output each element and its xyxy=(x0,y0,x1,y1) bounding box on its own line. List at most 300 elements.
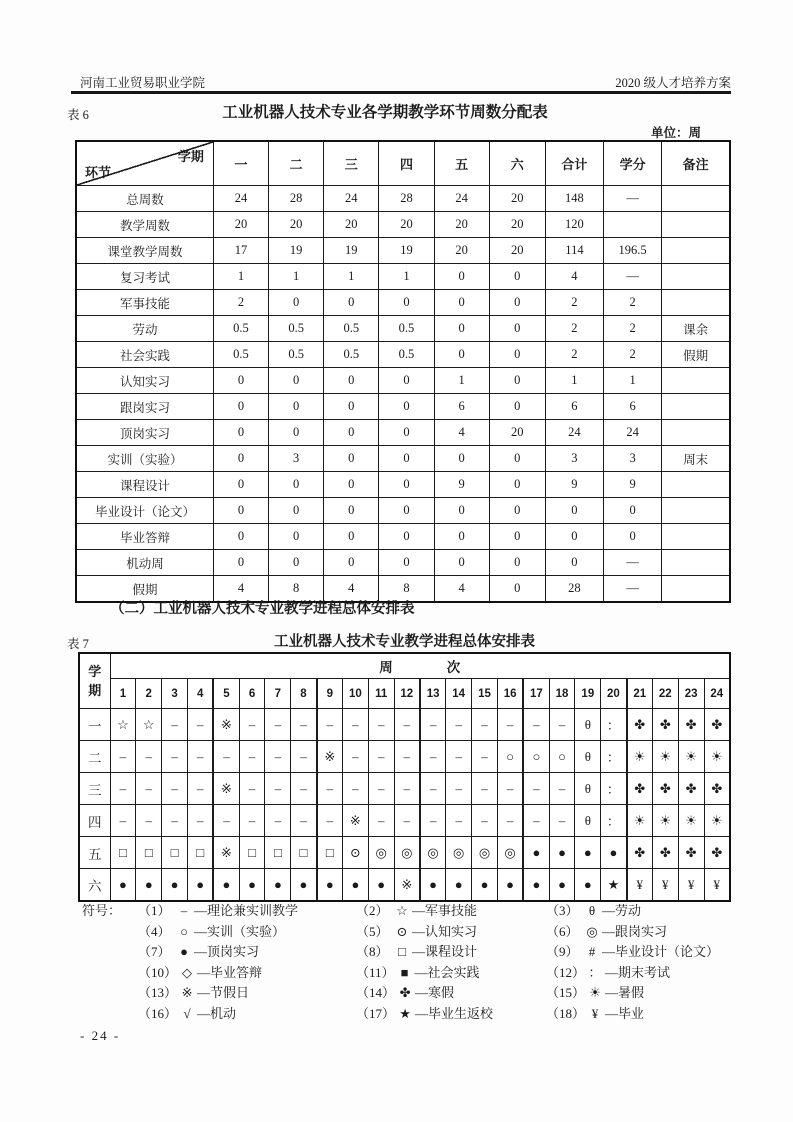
table7-symbol-cell: – xyxy=(420,741,446,773)
table7-symbol-cell: – xyxy=(497,805,523,837)
legend-item-symbol: ★ xyxy=(399,1005,411,1021)
table6-cell: 2 xyxy=(604,342,662,368)
table7-week-number: 17 xyxy=(523,679,549,709)
table6-cell: 3 xyxy=(269,446,324,472)
table6-cell: 0 xyxy=(434,498,489,524)
table6-cell: 4 xyxy=(434,420,489,446)
table6-row xyxy=(76,316,730,342)
legend-item-label: —寒假 xyxy=(415,985,455,1000)
table7-symbol-cell: ○ xyxy=(497,741,523,773)
table6-cell: 2 xyxy=(604,316,662,342)
table7-symbol-cell: ● xyxy=(575,837,601,869)
table7-semester-label: 五 xyxy=(79,837,110,869)
symbol-legend xyxy=(82,901,732,1024)
table7-symbol-cell: ☀ xyxy=(678,805,704,837)
legend-item-number: （8） xyxy=(356,944,389,959)
table7-symbol-cell: – xyxy=(187,709,213,741)
table7-week-number: 2 xyxy=(136,679,162,709)
table7-symbol-cell: ● xyxy=(239,869,265,902)
table7-symbol-cell: – xyxy=(265,773,291,805)
legend-item-number: （17） xyxy=(356,1005,396,1021)
table7-symbol-cell: □ xyxy=(239,837,265,869)
table6-cell: 0 xyxy=(489,290,545,316)
legend-item-symbol: ■ xyxy=(400,964,409,980)
legend-item-label: —期末考试 xyxy=(605,964,671,980)
legend-prefix xyxy=(82,963,138,984)
legend-item-symbol: # xyxy=(588,944,596,959)
table7-semester-label: 二 xyxy=(79,741,110,773)
table6-cell xyxy=(662,576,730,603)
table6-column-header: 四 xyxy=(379,141,434,186)
table7-symbol-cell: – xyxy=(265,709,291,741)
table7-symbol-cell: ● xyxy=(368,869,394,902)
table6-cell: — xyxy=(604,264,662,290)
table7-symbol-cell: – xyxy=(368,709,394,741)
table7-symbol-cell: – xyxy=(497,773,523,805)
header-plan-name: 2020 级人才培养方案 xyxy=(615,76,731,90)
table6-cell: 0 xyxy=(545,498,603,524)
table7-week-number: 10 xyxy=(342,679,368,709)
table7-symbol-cell: ✤ xyxy=(678,709,704,741)
table6-row xyxy=(76,212,730,238)
legend-item-symbol: ¥ xyxy=(591,1005,599,1021)
table7-row xyxy=(79,805,730,837)
legend-item-label: —毕业设计（论文） xyxy=(602,944,720,959)
table7-symbol-cell: ✤ xyxy=(678,773,704,805)
table7-week-number: 1 xyxy=(110,679,136,709)
table7-week-number: 16 xyxy=(497,679,523,709)
table7-week-number: 23 xyxy=(678,679,704,709)
table6-cell: 0 xyxy=(269,394,324,420)
legend-item xyxy=(356,942,546,963)
table6-row-label: 毕业答辩 xyxy=(76,524,213,550)
table6-cell: — xyxy=(604,576,662,603)
table7-symbol-cell: ◎ xyxy=(446,837,472,869)
table7-symbol-cell: ： xyxy=(601,805,627,837)
table7-symbol-cell: □ xyxy=(162,837,188,869)
table7-symbol-cell: ◎ xyxy=(420,837,446,869)
table7-symbol-cell: – xyxy=(162,773,188,805)
table6-cell: 0 xyxy=(269,498,324,524)
table6-cell: 196.5 xyxy=(604,238,662,264)
legend-item-label: —毕业生返校 xyxy=(415,1005,494,1021)
table6-cell xyxy=(662,212,730,238)
table7-symbol-cell: ● xyxy=(420,869,446,902)
table7-symbol-cell: – xyxy=(420,773,446,805)
table6-cell: 0 xyxy=(269,420,324,446)
table6-cell: 0 xyxy=(489,316,545,342)
table7-header-row1 xyxy=(79,653,730,679)
table6-cell: 19 xyxy=(324,238,379,264)
legend-item-symbol: ： xyxy=(588,964,602,980)
table7-symbol-cell: ✤ xyxy=(652,837,678,869)
table7-symbol-cell: θ xyxy=(575,741,601,773)
table6-cell: 0 xyxy=(489,524,545,550)
table7-symbol-cell: ● xyxy=(110,869,136,902)
table7-week-number: 14 xyxy=(446,679,472,709)
table7-symbol-cell: – xyxy=(162,805,188,837)
table7-label: 表 7 xyxy=(67,637,89,651)
legend-item-number: （14） xyxy=(356,985,396,1000)
legend-item-number: （7） xyxy=(138,944,171,959)
table7-symbol-cell: ◎ xyxy=(497,837,523,869)
table6-row-label: 总周数 xyxy=(76,186,213,212)
table7-symbol-cell: – xyxy=(472,773,498,805)
table6-cell: 114 xyxy=(545,238,603,264)
legend-item xyxy=(356,963,546,984)
table7-symbol-cell: – xyxy=(549,709,575,741)
table6-cell: 0 xyxy=(324,446,379,472)
table6-cell xyxy=(662,524,730,550)
table6-cell: 24 xyxy=(324,186,379,212)
table6-unit-note: 单位：周 xyxy=(650,126,701,140)
table6-cell: 20 xyxy=(379,212,434,238)
table6-cell: 0 xyxy=(489,394,545,420)
table7-symbol-cell: ✤ xyxy=(704,709,730,741)
legend-item-symbol: ✤ xyxy=(399,985,411,1000)
table6-row xyxy=(76,238,730,264)
table7-symbol-cell: – xyxy=(446,741,472,773)
table6-cell: 0 xyxy=(379,550,434,576)
legend-item-symbol: – xyxy=(180,903,188,918)
table7-symbol-cell: ★ xyxy=(601,869,627,902)
table7-symbol-cell: ● xyxy=(187,869,213,902)
table6-row-label: 认知实习 xyxy=(76,368,213,394)
legend-item xyxy=(356,922,546,943)
table6-cell xyxy=(662,498,730,524)
table7-symbol-cell: – xyxy=(317,773,343,805)
table6-cell: 0 xyxy=(324,524,379,550)
table7-week-number: 15 xyxy=(472,679,498,709)
table6-cell: 0 xyxy=(604,524,662,550)
table7-symbol-cell: □ xyxy=(110,837,136,869)
table6-cell: 3 xyxy=(545,446,603,472)
table7-symbol-cell: ✤ xyxy=(652,773,678,805)
table7-symbol-cell: ● xyxy=(213,869,239,902)
table6-cell: 2 xyxy=(213,290,268,316)
table7-symbol-cell: ○ xyxy=(549,741,575,773)
table7-symbol-cell: – xyxy=(549,773,575,805)
table7-symbol-cell: – xyxy=(239,773,265,805)
table7-symbol-cell: ✤ xyxy=(652,709,678,741)
page-number: - 24 - xyxy=(80,1028,121,1043)
table6-header-row xyxy=(76,141,730,186)
table7-symbol-cell: – xyxy=(291,741,317,773)
table7-symbol-cell: – xyxy=(497,709,523,741)
legend-item xyxy=(546,963,732,984)
table7-week-number: 11 xyxy=(368,679,394,709)
table6-row xyxy=(76,186,730,212)
table7-symbol-cell: – xyxy=(213,805,239,837)
legend-item-number: （13） xyxy=(138,985,178,1000)
table6-cell: 24 xyxy=(213,186,268,212)
table6-cell: 0 xyxy=(434,316,489,342)
legend-item-symbol: ◇ xyxy=(182,964,193,980)
table6-column-header: 六 xyxy=(489,141,545,186)
legend-item-number: （18） xyxy=(546,1005,586,1021)
table6-row-label: 教学周数 xyxy=(76,212,213,238)
table7-symbol-cell: – xyxy=(446,709,472,741)
table7-week-number: 9 xyxy=(317,679,343,709)
table6-cell: 2 xyxy=(545,316,603,342)
legend-item-symbol: □ xyxy=(398,944,406,959)
table7-symbol-cell: – xyxy=(239,805,265,837)
table6-cell: 20 xyxy=(434,238,489,264)
table6-cell: 0 xyxy=(379,394,434,420)
table7-symbol-cell: ☀ xyxy=(704,741,730,773)
table6-row xyxy=(76,368,730,394)
table6-cell: 4 xyxy=(434,576,489,603)
table7-week-number: 18 xyxy=(549,679,575,709)
table7-symbol-cell: □ xyxy=(317,837,343,869)
table6-cell: 20 xyxy=(434,212,489,238)
table7-symbol-cell: ¥ xyxy=(652,869,678,902)
table7-symbol-cell: ✤ xyxy=(704,773,730,805)
table6-cell: 0 xyxy=(379,368,434,394)
table7-symbol-cell: – xyxy=(394,741,420,773)
table7-symbol-cell: ✤ xyxy=(704,837,730,869)
table6-cell: 4 xyxy=(213,576,268,603)
table6-cell: 4 xyxy=(324,576,379,603)
table7-symbol-cell: – xyxy=(291,773,317,805)
table6-title: 工业机器人技术专业各学期教学环节周数分配表 xyxy=(222,104,548,121)
legend-item-number: （11） xyxy=(356,964,395,980)
table6-column-header: 二 xyxy=(269,141,324,186)
table6-cell: 17 xyxy=(213,238,268,264)
table7-row xyxy=(79,837,730,869)
table7-symbol-cell: ✤ xyxy=(627,709,653,741)
table7-symbol-cell: – xyxy=(317,805,343,837)
table6-cell: 0 xyxy=(324,368,379,394)
table7-week-number: 20 xyxy=(601,679,627,709)
table7-symbol-cell: ¥ xyxy=(678,869,704,902)
legend-item-number: （4） xyxy=(138,923,171,939)
table6-cell xyxy=(662,368,730,394)
table7-schedule xyxy=(78,652,731,902)
legend-row xyxy=(82,963,732,984)
table7-symbol-cell: ● xyxy=(291,869,317,902)
table7-symbol-cell: – xyxy=(187,805,213,837)
table6-cell: 0 xyxy=(269,524,324,550)
legend-item xyxy=(138,1004,356,1025)
table6-cell: 0 xyxy=(379,290,434,316)
table6-cell: 1 xyxy=(269,264,324,290)
table7-symbol-cell: ● xyxy=(265,869,291,902)
table7-symbol-cell: θ xyxy=(575,773,601,805)
table7-row xyxy=(79,869,730,902)
table7-symbol-cell: – xyxy=(523,709,549,741)
table7-symbol-cell: – xyxy=(368,741,394,773)
table7-symbol-cell: ☀ xyxy=(678,741,704,773)
legend-item-symbol: ⊙ xyxy=(396,923,408,939)
legend-item-number: （5） xyxy=(356,923,389,939)
legend-item-number: （3） xyxy=(546,903,579,918)
legend-item xyxy=(546,1004,732,1025)
legend-item xyxy=(138,922,356,943)
table7-symbol-cell: ¥ xyxy=(627,869,653,902)
table6-cell xyxy=(662,550,730,576)
table7-symbol-cell: ☆ xyxy=(110,709,136,741)
table6-row xyxy=(76,472,730,498)
table7-symbol-cell: – xyxy=(342,741,368,773)
table7-symbol-cell: – xyxy=(420,805,446,837)
table6-cell: 0 xyxy=(213,550,268,576)
table6-row-label: 劳动 xyxy=(76,316,213,342)
table7-symbol-cell: ● xyxy=(497,869,523,902)
table6-cell: 1 xyxy=(324,264,379,290)
table7-symbol-cell: ☀ xyxy=(652,805,678,837)
legend-row xyxy=(82,942,732,963)
legend-item xyxy=(138,983,356,1004)
legend-item-label: —顶岗实习 xyxy=(194,944,260,959)
table6-cell: 0 xyxy=(324,550,379,576)
table6-cell: 0 xyxy=(269,472,324,498)
table6-cell: 120 xyxy=(545,212,603,238)
table7-row xyxy=(79,773,730,805)
legend-item xyxy=(138,901,356,922)
table6-cell: 0 xyxy=(434,446,489,472)
table6-cell: 0 xyxy=(324,472,379,498)
table6-cell: 28 xyxy=(269,186,324,212)
legend-item-label: —劳动 xyxy=(602,903,642,918)
table7-symbol-cell: ☀ xyxy=(652,741,678,773)
table7-week-number: 21 xyxy=(627,679,653,709)
table6-cell: 6 xyxy=(434,394,489,420)
table7-symbol-cell: – xyxy=(523,773,549,805)
table6-cell: 2 xyxy=(545,290,603,316)
table7-symbol-cell: ○ xyxy=(523,741,549,773)
legend-item-label: —军事技能 xyxy=(412,903,478,918)
legend-item-label: —毕业答辩 xyxy=(197,964,263,980)
table6-cell: 0.5 xyxy=(269,342,324,368)
table6-cell: 6 xyxy=(604,394,662,420)
table7-symbol-cell: – xyxy=(342,709,368,741)
table7-week-number: 22 xyxy=(652,679,678,709)
header-school-name: 河南工业贸易职业学院 xyxy=(80,76,206,90)
table6-cell: 0 xyxy=(213,446,268,472)
table6-cell: 0 xyxy=(379,446,434,472)
table6-cell: 0 xyxy=(545,524,603,550)
table7-row xyxy=(79,709,730,741)
table7-symbol-cell: – xyxy=(394,805,420,837)
table6-row-label: 假期 xyxy=(76,576,213,603)
table7-symbol-cell: □ xyxy=(136,837,162,869)
table7-week-number: 3 xyxy=(162,679,188,709)
table6-corner-cell xyxy=(76,141,213,186)
legend-item-number: （1） xyxy=(138,903,171,918)
table7-symbol-cell: ： xyxy=(601,709,627,741)
table7-symbol-cell: – xyxy=(162,741,188,773)
legend-prefix xyxy=(82,1004,138,1025)
table7-symbol-cell: □ xyxy=(187,837,213,869)
table6-cell: 0 xyxy=(434,342,489,368)
table6-cell: 0 xyxy=(269,550,324,576)
table7-symbol-cell: □ xyxy=(265,837,291,869)
table6-cell: 0 xyxy=(489,472,545,498)
legend-item-label: —课程设计 xyxy=(412,944,478,959)
table6-row-label: 机动周 xyxy=(76,550,213,576)
table6-cell: 0 xyxy=(489,264,545,290)
table6-row xyxy=(76,498,730,524)
table7-symbol-cell: ● xyxy=(523,869,549,902)
legend-row xyxy=(82,983,732,1004)
table7-symbol-cell: – xyxy=(446,773,472,805)
table7-symbol-cell: ● xyxy=(342,869,368,902)
legend-item xyxy=(546,942,732,963)
table7-semester-label: 四 xyxy=(79,805,110,837)
legend-item-label: —理论兼实训教学 xyxy=(194,903,299,918)
table7-symbol-cell: ※ xyxy=(394,869,420,902)
table7-symbol-cell: ● xyxy=(162,869,188,902)
table7-symbol-cell: ✤ xyxy=(627,837,653,869)
legend-item-symbol: ● xyxy=(180,944,188,959)
legend-item-label: —跟岗实习 xyxy=(602,923,668,939)
table7-symbol-cell: ✤ xyxy=(678,837,704,869)
table6-cell xyxy=(662,290,730,316)
table6-cell: 0 xyxy=(379,472,434,498)
legend-item-number: （10） xyxy=(138,964,178,980)
table6-cell: 20 xyxy=(213,212,268,238)
table7-symbol-cell: ⊙ xyxy=(342,837,368,869)
table6-column-header: 一 xyxy=(213,141,268,186)
table6-cell: — xyxy=(604,186,662,212)
table7-symbol-cell: – xyxy=(368,805,394,837)
table7-symbol-cell: – xyxy=(446,805,472,837)
table6-cell: 28 xyxy=(379,186,434,212)
table6-cell: 0 xyxy=(434,290,489,316)
legend-item-symbol: θ xyxy=(588,903,596,918)
table6-cell: 0 xyxy=(213,524,268,550)
table6-column-header: 备注 xyxy=(662,141,730,186)
legend-item-number: （12） xyxy=(546,964,586,980)
table7-symbol-cell: – xyxy=(368,773,394,805)
legend-item-number: （6） xyxy=(546,923,579,939)
table7-symbol-cell: θ xyxy=(575,709,601,741)
table6-row-label: 课程设计 xyxy=(76,472,213,498)
table6-cell: 19 xyxy=(379,238,434,264)
table7-week-number-row xyxy=(79,679,730,709)
table6-cell: 0 xyxy=(213,498,268,524)
table6-cell: — xyxy=(604,550,662,576)
table7-symbol-cell: ： xyxy=(601,741,627,773)
table6-row xyxy=(76,342,730,368)
table6-row-label: 实训（实验） xyxy=(76,446,213,472)
legend-item-number: （15） xyxy=(546,985,586,1000)
legend-item xyxy=(138,963,356,984)
table7-week-number: 7 xyxy=(265,679,291,709)
table6-cell: 0 xyxy=(489,368,545,394)
table6-row xyxy=(76,550,730,576)
table6-cell: 1 xyxy=(545,368,603,394)
table6-cell: 1 xyxy=(379,264,434,290)
table6-row-label: 课堂教学周数 xyxy=(76,238,213,264)
table7-symbol-cell: ● xyxy=(549,837,575,869)
legend-row xyxy=(82,922,732,943)
table6-cell: 3 xyxy=(604,446,662,472)
table6-row-label: 毕业设计（论文） xyxy=(76,498,213,524)
table7-symbol-cell: ● xyxy=(317,869,343,902)
legend-prefix: 符号： xyxy=(82,903,122,918)
table7-symbol-cell: ◎ xyxy=(394,837,420,869)
table6-cell: 4 xyxy=(545,264,603,290)
table6-cell: 0 xyxy=(324,290,379,316)
table6-cell: 0 xyxy=(324,420,379,446)
table7-semester-header: 学期 xyxy=(79,653,110,709)
table7-weeks-header: 周 次 xyxy=(110,653,730,679)
table6-cell: 周末 xyxy=(662,446,730,472)
table7-symbol-cell: ● xyxy=(575,869,601,902)
table6-cell: 8 xyxy=(269,576,324,603)
